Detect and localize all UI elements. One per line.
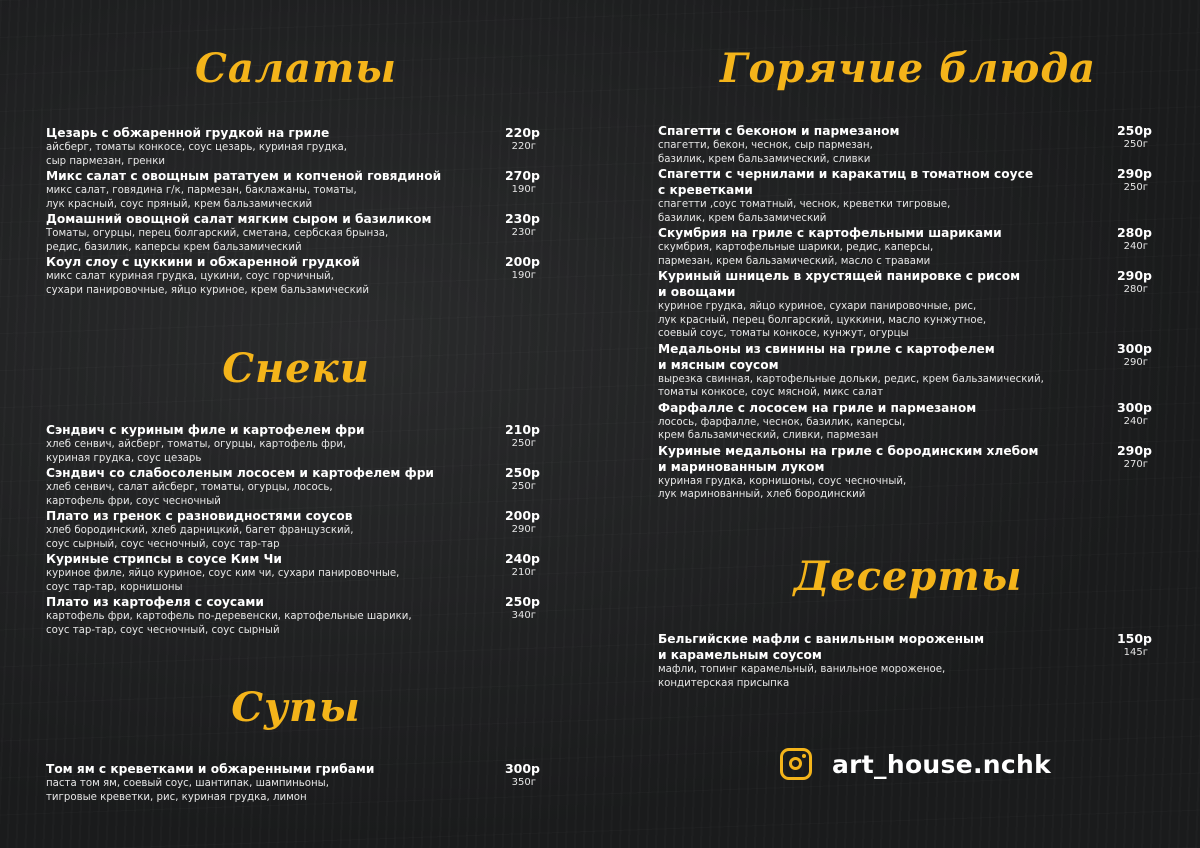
menu-item-weight: 240г	[1123, 415, 1148, 427]
menu-item-name: Спагетти с чернилами и каракатиц в томатном соусе	[658, 167, 1034, 181]
menu-item-weight: 145г	[1123, 647, 1148, 658]
menu-item-description: базилик, крем бальзамический	[658, 212, 827, 224]
menu-item-name: Куриные стрипсы в соусе Ким Чи	[46, 552, 282, 566]
menu-item-name: и маринованным луком	[658, 459, 825, 474]
menu-item-price: 300р	[1116, 340, 1152, 356]
menu-item-description: крем бальзамический, сливки, пармезан	[658, 430, 879, 441]
menu-item-price: 240р	[504, 551, 540, 566]
menu-item-weight: 240г	[1123, 241, 1148, 252]
menu-item-description: соевый соус, томаты конкосе, кунжут, огурцы	[658, 328, 909, 339]
section-title-hot-dishes: Горячие блюда	[719, 45, 1097, 92]
menu-item-description: хлеб сенвич, айсберг, томаты, огурцы, картофель фри,	[46, 439, 347, 450]
menu-item-name: и карамельным соусом	[658, 648, 822, 662]
menu-item-weight: 220г	[511, 141, 536, 152]
menu-item-price: 290р	[1116, 268, 1152, 283]
menu-item	[658, 341, 1158, 400]
section-title-soups: Супы	[231, 684, 361, 731]
menu-item-name: Спагетти с беконом и пармезаном	[658, 124, 900, 138]
menu-item-description: пармезан, крем бальзамический, масло с травами	[658, 255, 931, 267]
menu-item-description: лук красный, соус пряный, крем бальзамический	[46, 198, 313, 210]
menu-item-weight: 210г	[511, 567, 536, 578]
section-title-snacks: Снеки	[222, 345, 370, 392]
menu-item-name: Коул слоу с цуккини и обжаренной грудкой	[46, 255, 360, 269]
menu-item-description: лосось, фарфалле, чеснок, базилик, каперсы,	[658, 416, 906, 428]
menu-item-description: лук красный, перец болгарский, цуккини, масло кунжутное,	[658, 314, 987, 326]
menu-item-name: Домашний овощной салат мягким сыром и базиликом	[46, 212, 432, 226]
menu-item-description: сухари панировочные, яйцо куриное, крем бальзамический	[46, 284, 369, 296]
section-title-salads: Салаты	[195, 45, 397, 92]
menu-item-description: куриная грудка, соус цезарь	[46, 452, 202, 464]
menu-item	[46, 594, 546, 637]
menu-item-description: хлеб бородинский, хлеб дарницкий, багет французский,	[46, 525, 354, 536]
menu-item-price: 250р	[1116, 123, 1152, 138]
menu-item-weight: 250г	[1123, 182, 1148, 193]
menu-item	[46, 125, 546, 168]
menu-item-description: спагетти, бекон, чеснок, сыр пармезан,	[658, 140, 873, 151]
menu-item	[46, 422, 546, 465]
menu-item-description: айсберг, томаты конкосе, соус цезарь, куриная грудка,	[46, 142, 347, 153]
menu-item-price: 270р	[504, 168, 540, 183]
menu-item-price: 200р	[504, 254, 540, 269]
menu-item-description: микс салат куриная грудка, цукини, соус горчичный,	[46, 271, 334, 282]
menu-list-snacks	[46, 422, 546, 637]
menu-list-hot-dishes	[658, 123, 1158, 502]
menu-item-name: Микс салат с овощным рататуем и копченой говядиной	[46, 169, 442, 183]
menu-item	[46, 211, 546, 254]
menu-list-salads	[46, 125, 546, 297]
menu-item-name: Сэндвич с куриным филе и картофелем фри	[46, 423, 365, 437]
menu-item-description: мафли, топинг карамельный, ванильное мороженое,	[658, 664, 946, 675]
menu-item-price: 210р	[504, 422, 540, 437]
menu-item-price: 250р	[504, 594, 540, 609]
instagram-link[interactable]	[780, 744, 1051, 784]
menu-item-price: 280р	[1116, 225, 1152, 240]
menu-item-name: Плато из картофеля с соусами	[46, 595, 264, 609]
menu-item	[46, 761, 546, 804]
menu-item-name: Сэндвич со слабосоленым лососем и картофелем фри	[46, 466, 434, 480]
menu-item-name: Бельгийские мафли с ванильным мороженым	[658, 632, 985, 646]
menu-item-weight: 250г	[511, 481, 536, 492]
menu-item-weight: 290г	[1123, 356, 1148, 368]
menu-item-description: лук маринованный, хлеб бородинский	[658, 489, 866, 500]
menu-item-description: сыр пармезан, гренки	[46, 155, 165, 167]
menu-item-price: 290р	[1116, 166, 1152, 181]
menu-item-price: 230р	[504, 211, 540, 226]
menu-item-name: и овощами	[658, 285, 736, 299]
menu-item-description: кондитерская присыпка	[658, 677, 790, 689]
menu-item-description: спагетти ,соус томатный, чеснок, креветки тигровые,	[658, 199, 951, 210]
menu-item-name: Плато из гренок с разновидностями соусов	[46, 509, 353, 523]
menu-item-description: куриная грудка, корнишоны, соус чесночный,	[658, 475, 907, 487]
menu-item-description: скумбрия, картофельные шарики, редис, каперсы,	[658, 242, 934, 253]
menu-item-description: куриное грудка, яйцо куриное, сухари панировочные, рис,	[658, 301, 977, 312]
menu-item	[658, 225, 1158, 268]
menu-item-name: Фарфалле с лососем на гриле и пармезаном	[658, 400, 977, 415]
menu-item-weight: 190г	[511, 184, 536, 195]
menu-list-soups	[46, 761, 546, 804]
menu-item-price: 250р	[504, 465, 540, 480]
menu-item-description: картофель фри, картофель по-деревенски, картофельные шарики,	[46, 611, 412, 622]
menu-item-weight: 340г	[511, 610, 536, 621]
menu-item-weight: 190г	[511, 270, 536, 281]
menu-item-price: 300р	[504, 761, 540, 776]
instagram-icon	[780, 748, 812, 780]
menu-item-name: Том ям с креветками и обжаренными грибами	[46, 762, 375, 776]
menu-item-weight: 290г	[511, 524, 536, 535]
menu-item-price: 300р	[1116, 399, 1152, 415]
menu-item-name: Куриный шницель в хрустящей панировке с рисом	[658, 269, 1021, 283]
menu-item-description: соус сырный, соус чесночный, соус тар-тар	[46, 538, 280, 550]
menu-item	[658, 123, 1158, 166]
menu-item	[658, 400, 1158, 443]
menu-item	[46, 254, 546, 297]
menu-item	[46, 508, 546, 551]
menu-item-description: соус тар-тар, соус чесночный, соус сырный	[46, 624, 280, 636]
menu-item-weight: 250г	[1123, 139, 1148, 150]
menu-item	[658, 268, 1158, 341]
menu-item-name: Цезарь с обжаренной грудкой на гриле	[46, 126, 330, 140]
menu-item-description: тигровые креветки, рис, куриная грудка, лимон	[46, 791, 307, 803]
menu-item-description: хлеб сенвич, салат айсберг, томаты, огурцы, лосось,	[46, 482, 333, 493]
menu-item-name: Медальоны из свинины на гриле с картофелем	[658, 341, 995, 356]
menu-item-weight: 230г	[511, 227, 536, 238]
menu-item	[658, 166, 1158, 225]
menu-item	[46, 168, 546, 211]
instagram-handle: art_house.nchk	[832, 749, 1051, 779]
menu-item-description: томаты конкосе, соус мясной, микс салат	[658, 387, 884, 398]
menu-item-name: Скумбрия на гриле с картофельными шариками	[658, 226, 1002, 240]
menu-item	[658, 443, 1158, 502]
menu-item-description: куриное филе, яйцо куриное, соус ким чи, сухари панировочные,	[46, 568, 400, 579]
menu-item-description: картофель фри, соус чесночный	[46, 495, 221, 507]
menu-list-desserts	[658, 631, 1158, 690]
menu-item-description: соус тар-тар, корнишоны	[46, 581, 183, 593]
menu-item-weight: 270г	[1123, 458, 1148, 470]
menu-item	[46, 465, 546, 508]
menu-item-price: 220р	[504, 125, 540, 140]
menu-item-weight: 250г	[511, 438, 536, 449]
menu-item-description: микс салат, говядина г/к, пармезан, баклажаны, томаты,	[46, 185, 357, 196]
menu-item-price: 150р	[1116, 631, 1152, 646]
menu-item-price: 290р	[1116, 442, 1152, 458]
menu-item-description: паста том ям, соевый соус, шантипак, шампиньоны,	[46, 778, 329, 789]
menu-item-weight: 350г	[511, 777, 536, 788]
menu-item	[658, 631, 1158, 690]
menu-item-price: 200р	[504, 508, 540, 523]
section-title-desserts: Десерты	[793, 553, 1023, 600]
menu-item-description: редис, базилик, каперсы крем бальзамический	[46, 241, 302, 253]
menu-item-description: Томаты, огурцы, перец болгарский, сметана, сербская брынза,	[46, 228, 389, 239]
menu-item-name: и мясным соусом	[658, 357, 779, 372]
menu-item-description: базилик, крем бальзамический, сливки	[658, 153, 871, 165]
menu-item-weight: 280г	[1123, 284, 1148, 295]
menu-item-name: с креветками	[658, 183, 753, 197]
menu-item-name: Куриные медальоны на гриле с бородинским хлебом	[658, 443, 1039, 458]
menu-item	[46, 551, 546, 594]
menu-item-description: вырезка свинная, картофельные дольки, редис, крем бальзамический,	[658, 373, 1044, 385]
